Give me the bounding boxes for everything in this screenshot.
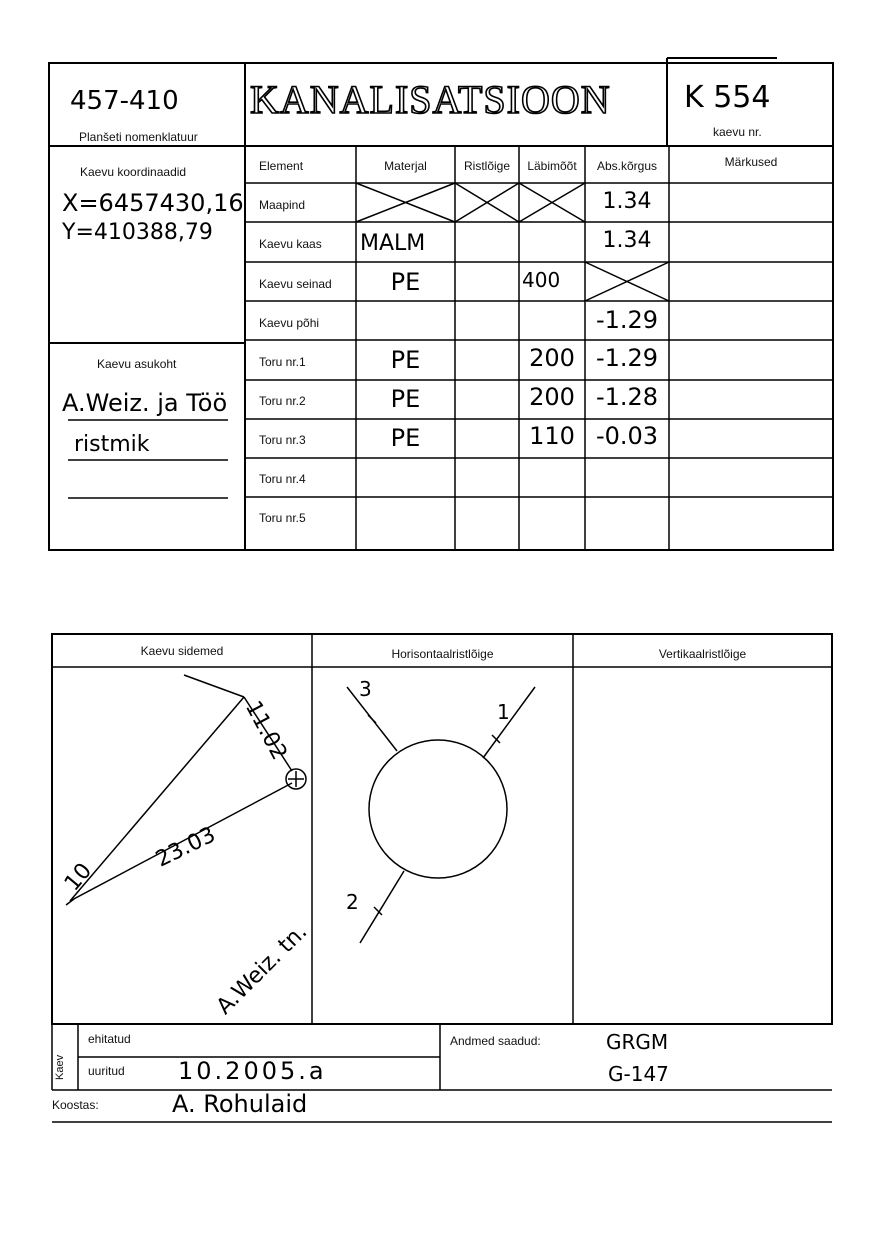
koostas-label: Koostas: <box>52 1098 99 1112</box>
cell-materjal: PE <box>390 268 421 296</box>
row-element: Toru nr.4 <box>259 472 306 486</box>
cell-labimoot: 400 <box>522 268 561 292</box>
planset-label: Planšeti nomenklatuur <box>79 130 198 144</box>
cell-labimoot: 110 <box>529 422 575 450</box>
header-markused: Märkused <box>724 155 778 169</box>
cell-materjal: MALM <box>360 231 426 256</box>
location-line-1: A.Weiz. ja Töö <box>62 389 228 417</box>
kaev-label: Kaev <box>54 1054 66 1080</box>
location-label: Kaevu asukoht <box>97 357 177 371</box>
corner-label: 10 <box>60 858 98 897</box>
andmed-value-2: G-147 <box>608 1062 669 1086</box>
kaevu-nr-label: kaevu nr. <box>713 125 762 139</box>
cell-abs: 1.34 <box>602 228 652 253</box>
page-title: KANALISATSIOON <box>250 77 611 122</box>
coord-x-value: X=6457430,16 <box>62 189 244 217</box>
horizontal-section <box>312 667 573 1024</box>
koostas-value: A. Rohulaid <box>172 1090 308 1118</box>
cell-materjal: PE <box>390 346 421 374</box>
cell-abs: -1.28 <box>595 383 659 411</box>
coord-y-value: Y=410388,79 <box>62 220 213 245</box>
cell-abs: -1.29 <box>595 306 659 334</box>
uuritud-value: 10.2005.a <box>178 1057 327 1085</box>
distance-1: 11.02 <box>239 697 292 765</box>
ehitatud-label: ehitatud <box>88 1032 131 1046</box>
andmed-value-1: GRGM <box>606 1030 669 1054</box>
andmed-label: Andmed saadud: <box>450 1034 541 1048</box>
distance-2: 23.03 <box>152 822 220 873</box>
cell-labimoot: 200 <box>529 344 575 372</box>
row-element: Toru nr.2 <box>259 394 306 408</box>
cell-abs: 1.34 <box>602 189 652 214</box>
cell-materjal: PE <box>390 424 421 452</box>
manhole-circle <box>369 740 507 878</box>
row-element: Kaevu kaas <box>259 237 322 251</box>
pipe-label-2: 2 <box>346 890 359 914</box>
row-element: Kaevu põhi <box>259 316 320 330</box>
vertikaal-label: Vertikaalristlõige <box>658 647 747 661</box>
row-element: Toru nr.3 <box>259 433 306 447</box>
header-ristloige: Ristlõige <box>463 159 511 173</box>
cell-labimoot: 200 <box>529 383 575 411</box>
row-element: Toru nr.5 <box>259 511 306 525</box>
pipe-label-1: 1 <box>497 700 510 724</box>
header-abs-korgus: Abs.kõrgus <box>596 159 658 173</box>
uuritud-label: uuritud <box>88 1064 125 1078</box>
cell-abs: -1.29 <box>595 344 659 372</box>
row-element: Maapind <box>259 198 306 212</box>
row-element: Toru nr.1 <box>259 355 306 369</box>
header-element: Element <box>259 159 304 173</box>
pipe-label-3: 3 <box>359 677 372 701</box>
cell-abs: -0.03 <box>595 422 659 450</box>
header-labimoot: Läbimõõt <box>527 159 577 173</box>
cell-materjal: PE <box>390 385 421 413</box>
location-line-2: ristmik <box>74 432 150 457</box>
horisontaal-label: Horisontaalristlõige <box>391 647 494 661</box>
kaevu-nr-value: K 554 <box>684 80 771 115</box>
header-materjal: Materjal <box>384 159 427 173</box>
planset-number: 457-410 <box>70 86 179 116</box>
sidemed-label: Kaevu sidemed <box>140 644 224 658</box>
street-label: A.Weiz. tn. <box>212 919 313 1020</box>
coords-label: Kaevu koordinaadid <box>80 165 187 179</box>
row-element: Kaevu seinad <box>259 277 332 291</box>
